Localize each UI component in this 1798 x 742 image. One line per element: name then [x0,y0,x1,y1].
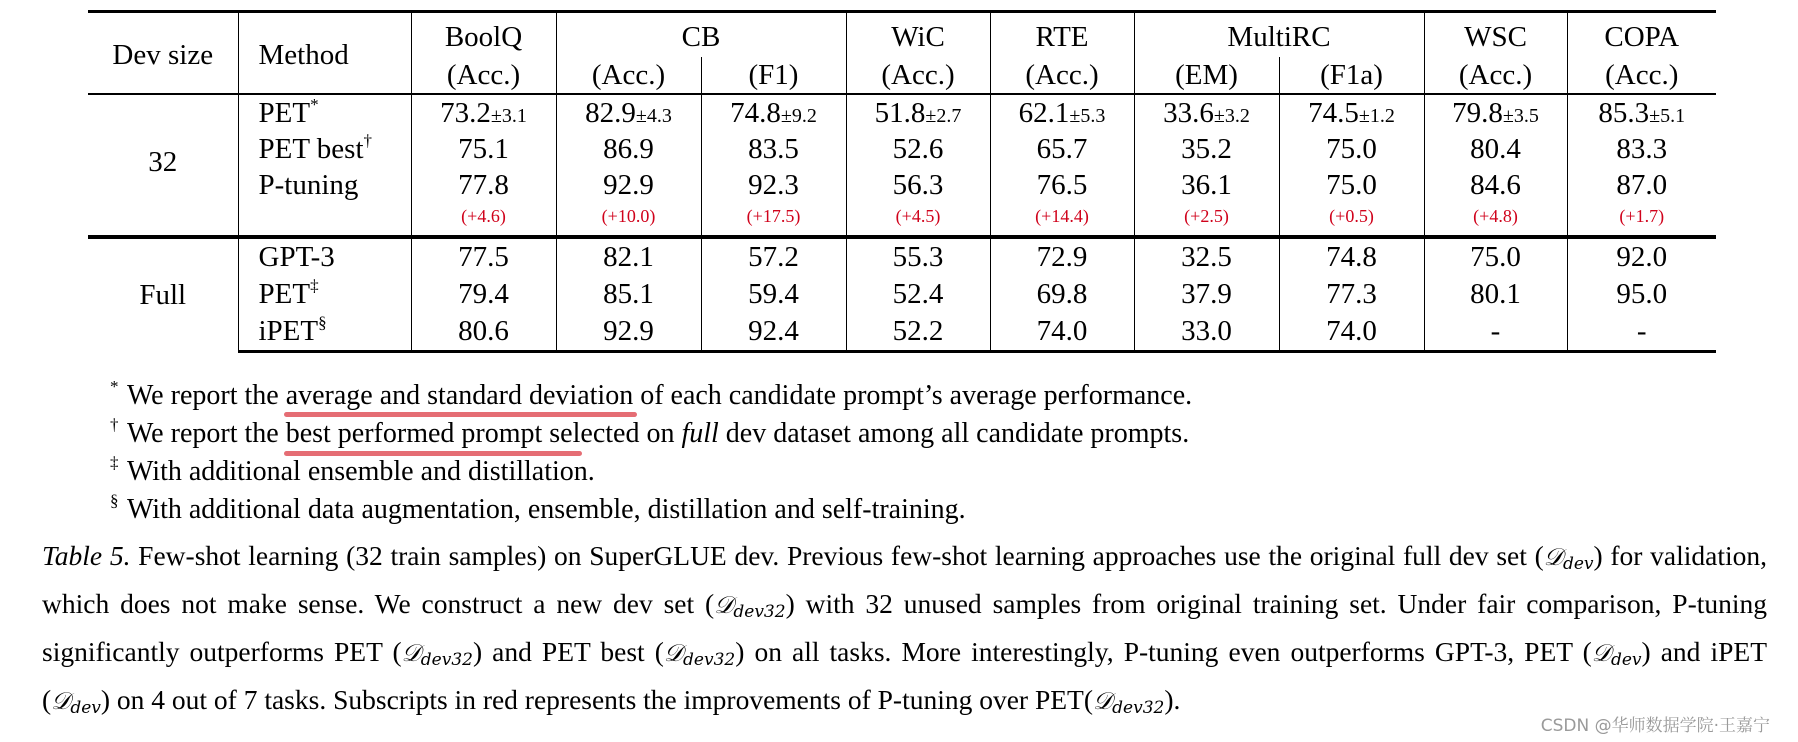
score-cell: 76.5 [990,167,1134,203]
footnote-3: ‡ With additional ensemble and distillation. [110,454,1192,492]
metric-header: (F1) [701,57,846,94]
improvement-value: (+17.5) [701,203,846,229]
score-cell: 79.8±3.5 [1424,94,1567,131]
task-rte: RTE [990,12,1134,58]
score-cell: 52.2 [846,313,990,352]
score-cell: 80.1 [1424,276,1567,313]
table-row-improvements [88,203,1716,229]
score-cell: 83.5 [701,131,846,167]
score-cell: 77.8 [411,167,556,203]
score-cell: 80.6 [411,313,556,352]
task-wsc: WSC [1424,12,1567,58]
footnote-4: § With additional data augmentation, ensemble, distillation and self-training. [110,492,1192,530]
math-D: 𝒟 [1093,687,1113,715]
table-caption: Table 5. Few-shot learning (32 train samples) on SuperGLUE dev. Previous few-shot learning approaches use the original full dev set (𝒟dev) for validation, which does not make sense. We construct a new dev set (𝒟dev32) with 32 unused samples from original training set. Under fair comparison, P-tuning significantly outperforms PET (𝒟dev32) and PET best (𝒟dev32) on all tasks. More interestingly, P-tuning even outperforms GPT-3, PET (𝒟dev) and iPET (𝒟dev) on 4 out of 7 tasks. Subscripts in red represents the improvements of P-tuning over PET(𝒟dev32). [42,540,1768,718]
metric-header: (Acc.) [1567,57,1716,94]
score-cell: 74.8 [1279,237,1424,276]
score-cell: 72.9 [990,237,1134,276]
footnote-mark: § [110,491,119,510]
score-cell: 82.9±4.3 [556,94,701,131]
score-cell: 52.6 [846,131,990,167]
score-cell: 55.3 [846,237,990,276]
task-multirc: MultiRC [1134,12,1424,58]
score-cell: 36.1 [1134,167,1279,203]
improvement-value: (+1.7) [1567,203,1716,229]
score-cell: 75.0 [1279,131,1424,167]
improvement-value: (+4.5) [846,203,990,229]
method-p-tuning: P-tuning [238,167,411,203]
score-cell: 77.5 [411,237,556,276]
score-cell: 95.0 [1567,276,1716,313]
math-D: 𝒟 [714,591,734,619]
method-pet-full: PET‡ [238,276,411,313]
csdn-watermark: CSDN @华师数据学院·王嘉宁 [1540,716,1770,736]
footnote-mark: * [110,377,119,396]
table-row-pet-full [88,276,1716,313]
math-D: 𝒟 [51,687,71,715]
score-cell: 74.0 [1279,313,1424,352]
improvement-value: (+14.4) [990,203,1134,229]
footnote-mark: † [110,415,119,434]
header-row-tasks [88,12,1716,58]
footnote-2: † We report the best performed prompt selected on full dev dataset among all candidate prompts. [110,416,1192,454]
score-cell: 92.9 [556,313,701,352]
table-row-gpt3 [88,237,1716,276]
score-cell: 74.0 [990,313,1134,352]
score-cell: 92.9 [556,167,701,203]
task-copa: COPA [1567,12,1716,58]
score-cell: 87.0 [1567,167,1716,203]
math-D: 𝒟 [1543,543,1563,571]
score-cell: 83.3 [1567,131,1716,167]
task-cb: CB [556,12,846,58]
task-boolq: BoolQ [411,12,556,58]
improvement-value: (+4.8) [1424,203,1567,229]
score-cell: 59.4 [701,276,846,313]
score-cell: 92.4 [701,313,846,352]
metric-header: (F1a) [1279,57,1424,94]
footnote-1: * We report the average and standard deviation of each candidate prompt’s average performance. [110,378,1192,416]
score-cell: 69.8 [990,276,1134,313]
metric-header: (EM) [1134,57,1279,94]
score-cell: 75.1 [411,131,556,167]
score-cell: 33.6±3.2 [1134,94,1279,131]
metric-header: (Acc.) [846,57,990,94]
score-cell: 65.7 [990,131,1134,167]
score-cell: 35.2 [1134,131,1279,167]
red-underlined-phrase: best performed prompt [286,416,543,451]
method-pet-best: PET best† [238,131,411,167]
metric-header: (Acc.) [411,57,556,94]
math-D: 𝒟 [1591,639,1611,667]
improvement-value: (+4.6) [411,203,556,229]
table-row-ipet [88,313,1716,352]
score-cell: 92.3 [701,167,846,203]
score-cell: 85.1 [556,276,701,313]
metric-header: (Acc.) [556,57,701,94]
dev-size-full-label: Full [88,237,238,352]
score-cell: 52.4 [846,276,990,313]
math-D: 𝒟 [401,639,421,667]
improvement-value: (+0.5) [1279,203,1424,229]
table-row-pet-32 [88,94,1716,131]
caption-label: Table 5. [42,540,131,571]
dev-size-header: Dev size [88,12,238,95]
score-cell: 85.3±5.1 [1567,94,1716,131]
score-cell: 51.8±2.7 [846,94,990,131]
score-cell: 56.3 [846,167,990,203]
score-cell: 32.5 [1134,237,1279,276]
task-wic: WiC [846,12,990,58]
score-cell: 33.0 [1134,313,1279,352]
score-cell: 75.0 [1424,237,1567,276]
score-cell: 80.4 [1424,131,1567,167]
table-row-pet-best [88,131,1716,167]
metric-header: (Acc.) [990,57,1134,94]
score-cell: 57.2 [701,237,846,276]
score-cell: 82.1 [556,237,701,276]
results-table-wrapper [88,10,1716,353]
table-footnotes [110,378,1192,530]
math-D: 𝒟 [663,639,684,667]
score-cell: 62.1±5.3 [990,94,1134,131]
score-cell: 37.9 [1134,276,1279,313]
improvement-value: (+2.5) [1134,203,1279,229]
score-cell: 75.0 [1279,167,1424,203]
score-cell: 74.8±9.2 [701,94,846,131]
dev-size-32-label: 32 [88,94,238,229]
method-header: Method [238,12,411,95]
metric-header: (Acc.) [1424,57,1567,94]
score-cell: - [1424,313,1567,352]
footnote-mark: ‡ [110,453,119,472]
method-pet: PET* [238,94,411,131]
score-cell: - [1567,313,1716,352]
method-gpt3: GPT-3 [238,237,411,276]
score-cell: 84.6 [1424,167,1567,203]
score-cell: 92.0 [1567,237,1716,276]
improvement-value: (+10.0) [556,203,701,229]
results-table [88,10,1716,353]
score-cell: 79.4 [411,276,556,313]
score-cell: 77.3 [1279,276,1424,313]
score-cell: 74.5±1.2 [1279,94,1424,131]
score-cell: 73.2±3.1 [411,94,556,131]
method-ipet: iPET§ [238,313,411,352]
red-underlined-phrase: average and standard deviation [286,378,634,413]
score-cell: 86.9 [556,131,701,167]
table-row-p-tuning [88,167,1716,203]
